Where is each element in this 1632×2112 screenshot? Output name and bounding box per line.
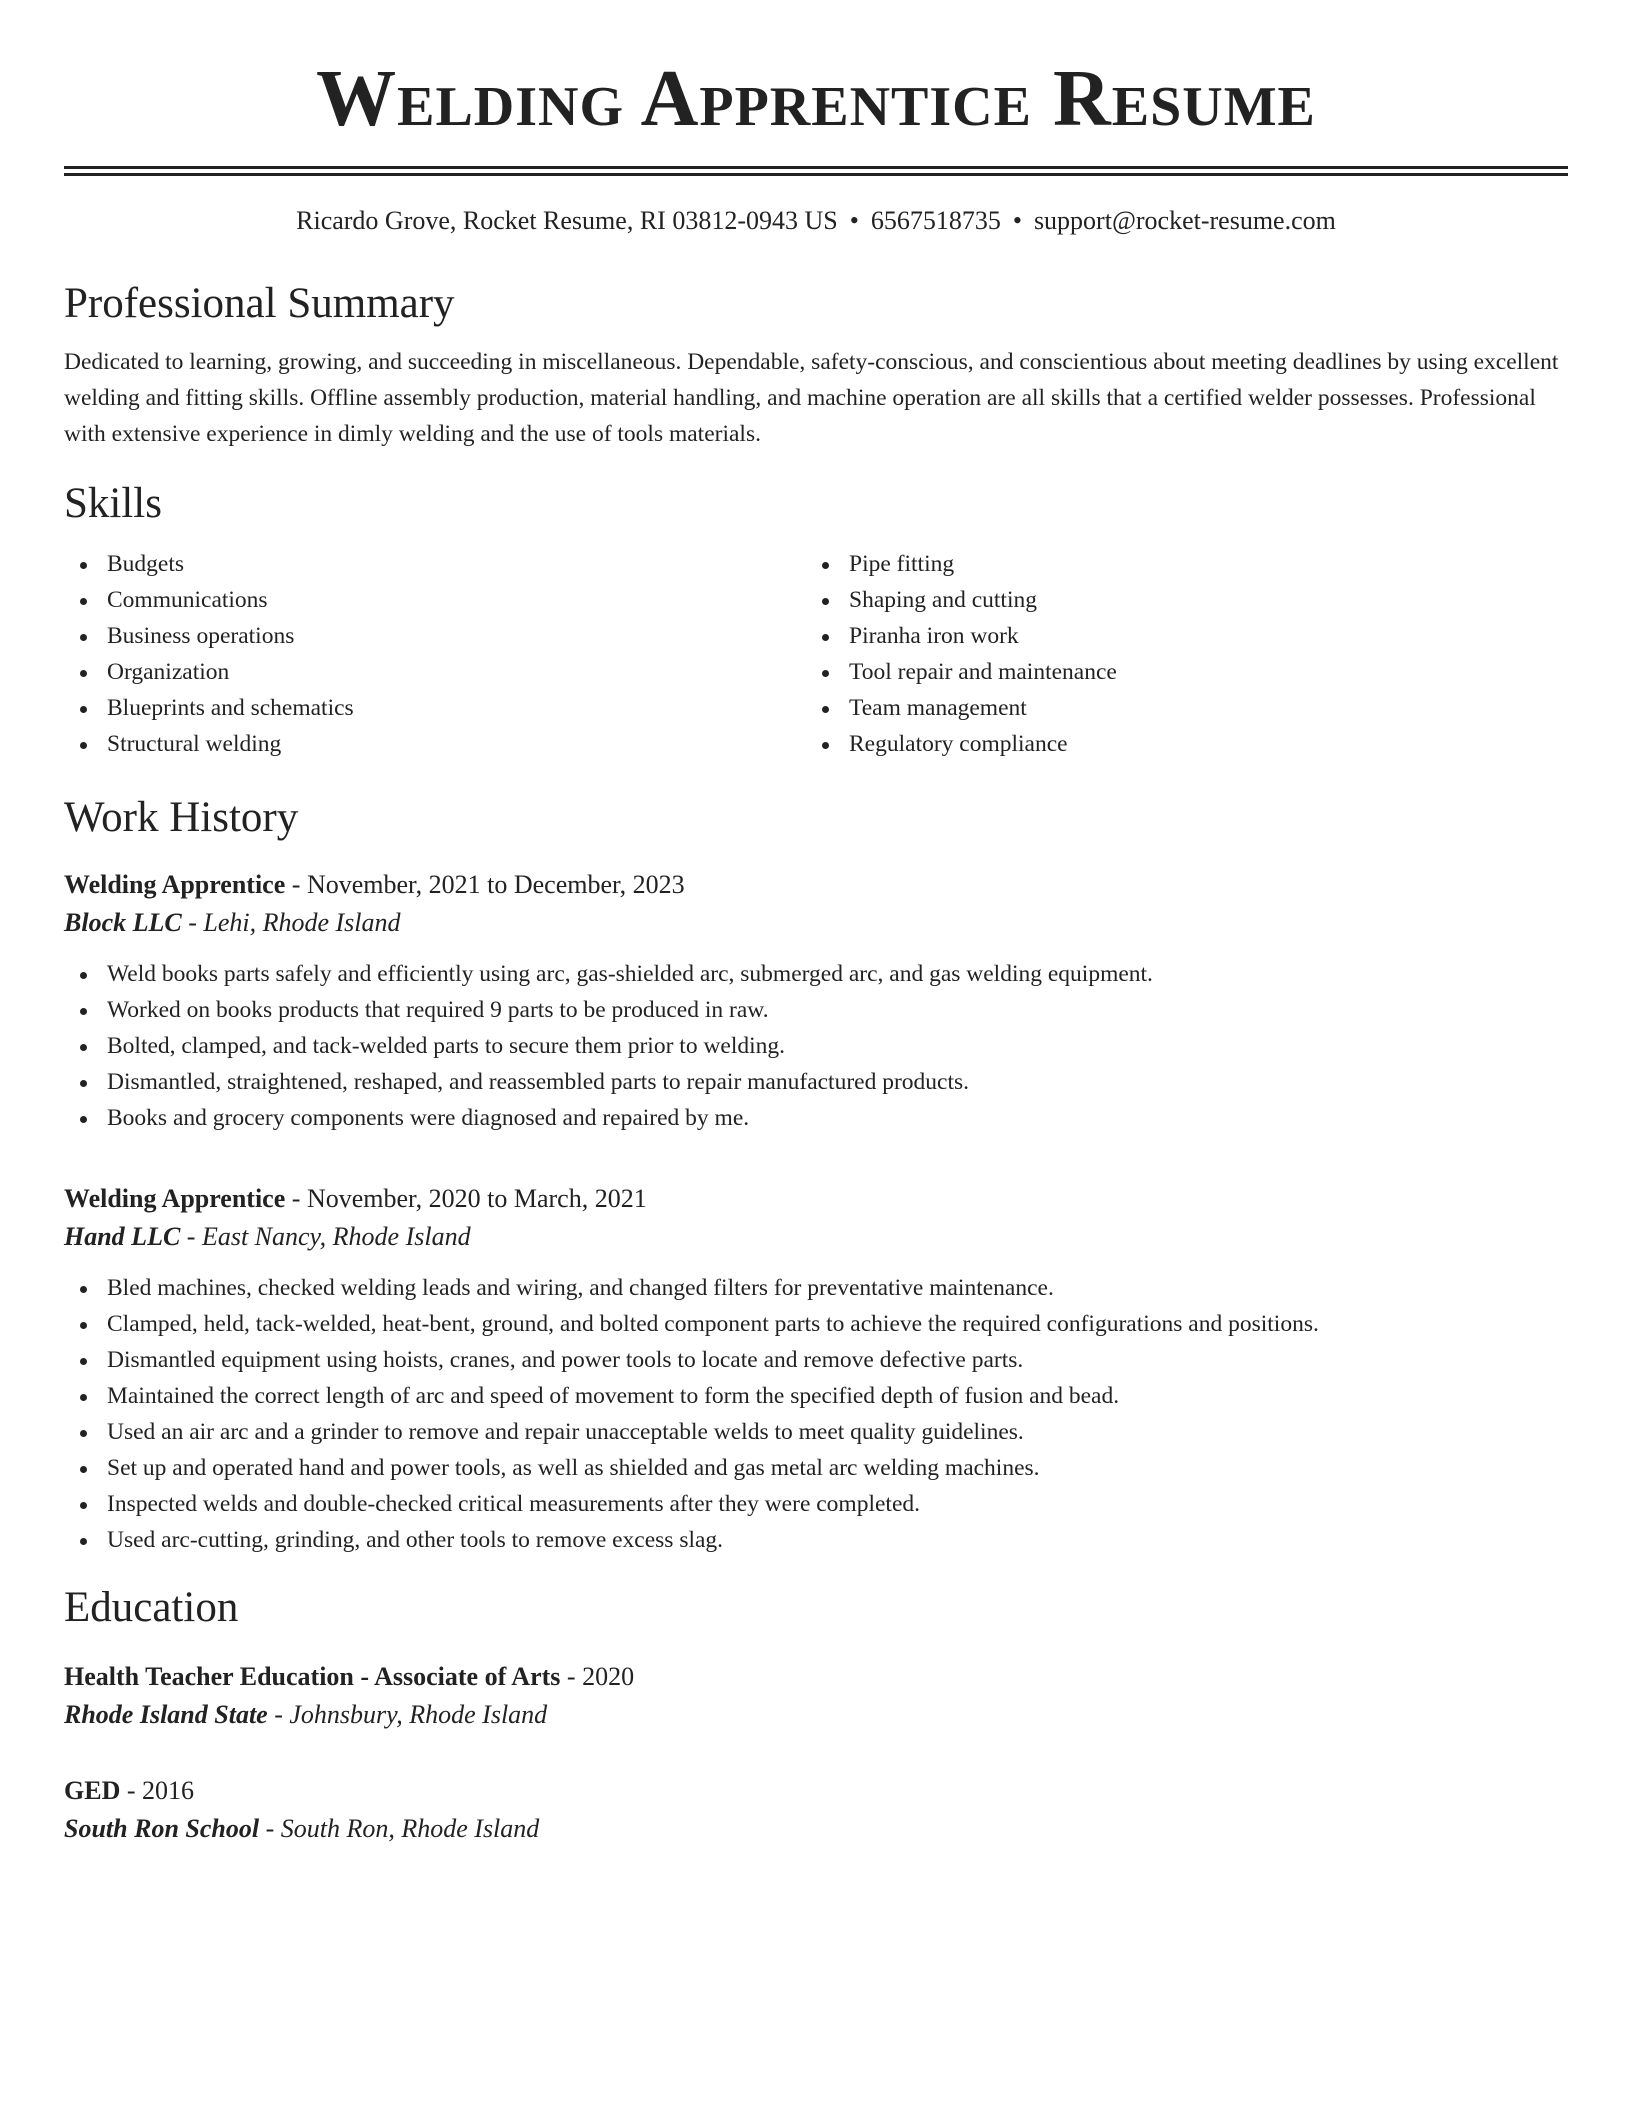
skill-item: Structural welding [64, 726, 806, 762]
education-entry [64, 1658, 1568, 1734]
skill-item: Regulatory compliance [806, 726, 1548, 762]
job-location: - Lehi, Rhode Island [181, 908, 401, 937]
job-entry [64, 1180, 1568, 1558]
job-company: Block LLC [64, 908, 182, 937]
job-bullet: Books and grocery components were diagnosed and repaired by me. [64, 1100, 1568, 1136]
title-double-rule [64, 166, 1568, 176]
job-company-line [64, 1218, 1568, 1256]
skill-item: Budgets [64, 546, 806, 582]
job-header [64, 866, 1568, 904]
job-bullet: Dismantled, straightened, reshaped, and reassembled parts to repair manufactured products. [64, 1064, 1568, 1100]
skills-heading: Skills [64, 480, 162, 527]
job-bullet: Bled machines, checked welding leads and wiring, and changed filters for preventative maintenance. [64, 1270, 1568, 1306]
summary-text: Dedicated to learning, growing, and succeeding in miscellaneous. Dependable, safety-conscious, and conscientious about meeting deadlines by using excellent welding and fitting skills. Offline assembly production, material handling, and machine operation are all skills that a certified welder possesses. Professional with extensive experience in dimly welding and the use of tools materials. [64, 349, 1559, 447]
skill-item: Business operations [64, 618, 806, 654]
job-header [64, 1180, 1568, 1218]
summary-heading: Professional Summary [64, 280, 455, 327]
job-bullet: Weld books parts safely and efficiently using arc, gas-shielded arc, submerged arc, and gas welding equipment. [64, 956, 1568, 992]
contact-address: Ricardo Grove, Rocket Resume, RI 03812-0943 US [296, 206, 838, 235]
education-school-line [64, 1810, 1568, 1848]
job-company-line [64, 904, 1568, 942]
job-role: Welding Apprentice [64, 870, 286, 899]
skills-column-left [64, 546, 806, 762]
skill-item: Organization [64, 654, 806, 690]
job-dates: - November, 2021 to December, 2023 [285, 870, 685, 899]
job-location: - East Nancy, Rhode Island [180, 1222, 471, 1251]
contact-line [64, 204, 1568, 238]
contact-phone: 6567518735 [870, 206, 1001, 235]
contact-email[interactable]: support@rocket-resume.com [1033, 206, 1336, 235]
education-school-line [64, 1696, 1568, 1734]
job-bullet: Clamped, held, tack-welded, heat-bent, ground, and bolted component parts to achieve the required configurations and positions. [64, 1306, 1568, 1342]
job-role: Welding Apprentice [64, 1184, 286, 1213]
education-location: - South Ron, Rhode Island [259, 1814, 540, 1843]
resume-title: Welding Apprentice Resume [316, 55, 1316, 143]
skills-column-right [806, 546, 1548, 762]
job-bullet: Used an air arc and a grinder to remove and repair unacceptable welds to meet quality guidelines. [64, 1414, 1568, 1450]
job-bullets [64, 956, 1568, 1136]
work-history-heading: Work History [64, 794, 299, 841]
education-school: Rhode Island State [64, 1700, 268, 1729]
skill-item: Tool repair and maintenance [806, 654, 1548, 690]
contact-separator: • [1012, 206, 1022, 235]
education-heading: Education [64, 1584, 239, 1631]
education-degree: Health Teacher Education - Associate of Arts [64, 1662, 561, 1691]
education-entry [64, 1772, 1568, 1848]
job-dates: - November, 2020 to March, 2021 [285, 1184, 647, 1213]
job-bullet: Maintained the correct length of arc and speed of movement to form the specified depth of fusion and bead. [64, 1378, 1568, 1414]
job-bullet: Used arc-cutting, grinding, and other tools to remove excess slag. [64, 1522, 1568, 1558]
skill-item: Team management [806, 690, 1548, 726]
job-bullets [64, 1270, 1568, 1558]
education-degree-line [64, 1658, 1568, 1696]
skills-list [64, 546, 1568, 762]
skill-item: Pipe fitting [806, 546, 1548, 582]
education-degree: GED [64, 1776, 121, 1805]
job-company: Hand LLC [64, 1222, 181, 1251]
job-entry [64, 866, 1568, 1136]
education-location: - Johnsbury, Rhode Island [267, 1700, 548, 1729]
job-bullet: Bolted, clamped, and tack-welded parts to secure them prior to welding. [64, 1028, 1568, 1064]
job-bullet: Set up and operated hand and power tools, as well as shielded and gas metal arc welding machines. [64, 1450, 1568, 1486]
education-degree-line [64, 1772, 1568, 1810]
skill-item: Blueprints and schematics [64, 690, 806, 726]
education-year: - 2016 [120, 1776, 195, 1805]
skill-item: Piranha iron work [806, 618, 1548, 654]
job-bullet: Dismantled equipment using hoists, cranes, and power tools to locate and remove defective parts. [64, 1342, 1568, 1378]
education-school: South Ron School [64, 1814, 260, 1843]
education-year: - 2020 [560, 1662, 635, 1691]
skill-item: Communications [64, 582, 806, 618]
job-bullet: Inspected welds and double-checked critical measurements after they were completed. [64, 1486, 1568, 1522]
job-bullet: Worked on books products that required 9 parts to be produced in raw. [64, 992, 1568, 1028]
skill-item: Shaping and cutting [806, 582, 1548, 618]
resume-page [64, 0, 1568, 1848]
contact-separator: • [849, 206, 859, 235]
